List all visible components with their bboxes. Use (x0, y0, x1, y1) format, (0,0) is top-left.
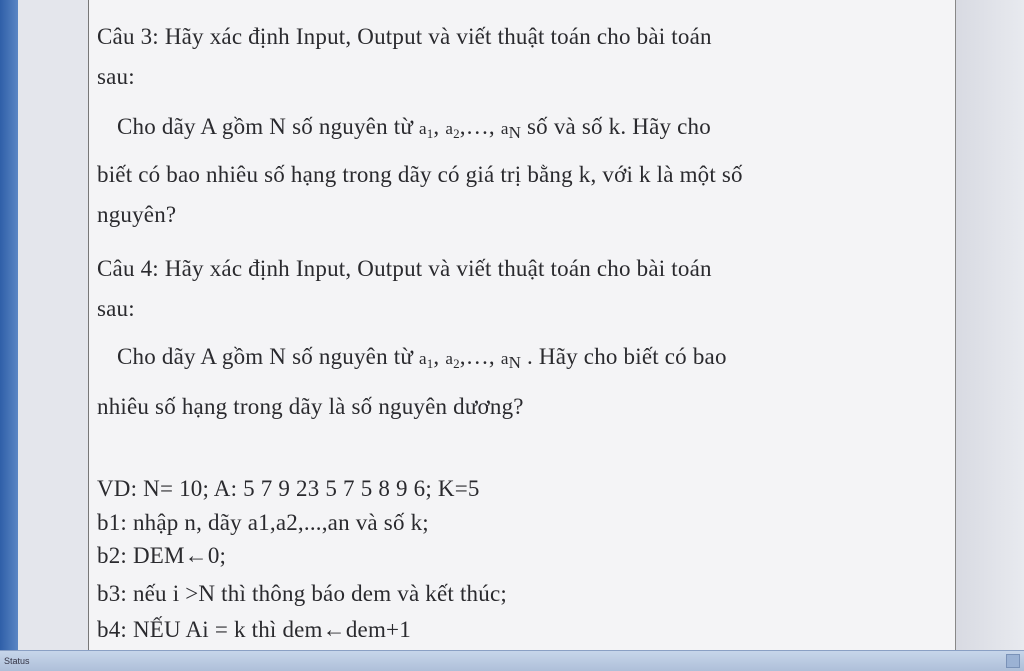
q4-heading-cont: sau: (97, 296, 135, 321)
q4-body-line1: Cho dãy A gồm N số nguyên từ $a_1$, $a_2,\dots$, $a_N$ . Hãy cho biết có bao (117, 344, 727, 372)
step-3: b3: nếu i >N thì thông báo dem và kết thúc; (97, 581, 507, 606)
q3-body-line1: Cho dãy A gồm N số nguyên từ $a_1$, $a_2,\dots$, $a_N$ số và số k. Hãy cho (117, 114, 711, 142)
example-line: VD: N= 10; A: 5 7 9 23 5 7 5 8 9 6; K=5 (97, 476, 480, 501)
q3-body-line3: nguyên? (97, 202, 177, 227)
q4-body-line2: nhiêu số hạng trong dãy là số nguyên dương? (97, 394, 524, 419)
status-text: Status (4, 656, 30, 666)
q3-heading: Câu 3: Hãy xác định Input, Output và viết thuật toán cho bài toán (97, 24, 712, 49)
canvas-right-margin (956, 0, 1024, 650)
step-4: b4: NẾU Ai = k thì dem←dem+1 (97, 617, 411, 642)
status-bar (0, 650, 1024, 671)
q3-body-line2: biết có bao nhiêu số hạng trong dãy có giá trị bằng k, với k là một số (97, 162, 743, 187)
q3-heading-cont: sau: (97, 64, 135, 89)
document-page (88, 0, 956, 650)
step-2: b2: DEM←0; (97, 543, 227, 568)
step-1: b1: nhập n, dãy a1,a2,...,an và số k; (97, 510, 429, 535)
q4-heading: Câu 4: Hãy xác định Input, Output và viết thuật toán cho bài toán (97, 256, 712, 281)
window-left-edge (0, 0, 18, 650)
resize-grip-icon[interactable] (1006, 654, 1020, 668)
